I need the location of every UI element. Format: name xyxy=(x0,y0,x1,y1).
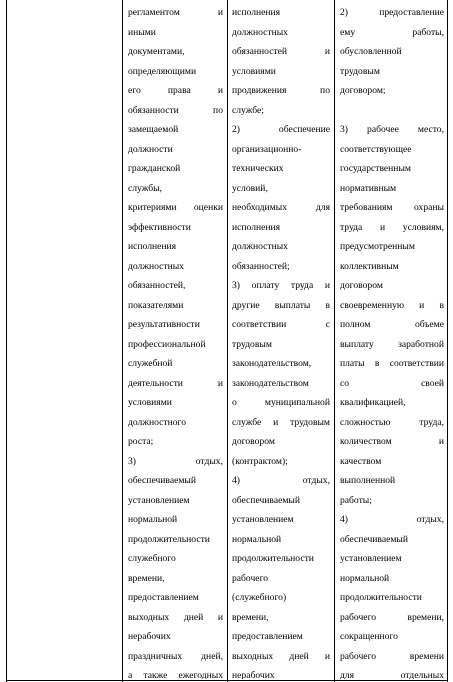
text-line: полном объеме xyxy=(340,319,444,330)
text-line: нерабочих xyxy=(232,670,275,679)
text-line: обеспечиваемый xyxy=(128,475,196,486)
text-line: должностных xyxy=(232,26,288,38)
text-line: сокращенного xyxy=(340,631,398,642)
text-line: 2) предоставление xyxy=(340,7,444,18)
text-line: (контрактом); xyxy=(232,455,288,467)
text-line: служебного xyxy=(128,553,176,564)
text-line: со своей xyxy=(340,377,444,389)
text-line: трудовым xyxy=(232,338,272,350)
text-line: исполнения xyxy=(232,221,281,233)
text-line: обязанностей, xyxy=(128,280,186,291)
text-line: регламентом и xyxy=(128,7,223,18)
text-line: продолжительности xyxy=(128,533,210,545)
text-line: эффективности xyxy=(128,221,191,233)
text-line: исполнения xyxy=(128,241,177,252)
text-line: коллективным xyxy=(340,260,399,272)
text-line: критериями оценки xyxy=(128,202,223,213)
text-line: законодательством xyxy=(232,377,309,389)
table-column-1 xyxy=(10,3,118,679)
text-line: гражданской xyxy=(128,163,181,174)
text-line: времени, xyxy=(232,611,269,623)
text-line: установлением xyxy=(340,553,402,564)
text-line: договором xyxy=(232,436,275,447)
table-column-3 xyxy=(232,3,330,679)
text-line: службы, xyxy=(128,182,162,194)
text-line: нерабочих xyxy=(128,631,171,642)
text-line: продолжительности xyxy=(340,592,422,603)
text-line: 2) обеспечение xyxy=(232,124,330,135)
text-line: выполненной xyxy=(340,475,396,486)
text-line: технических xyxy=(232,163,284,174)
text-line: 4) отдых, xyxy=(340,514,444,525)
text-line: 3) оплату труда и xyxy=(232,280,330,291)
text-line xyxy=(340,101,444,121)
text-line: службе; xyxy=(232,104,264,116)
text-line: профессиональной xyxy=(128,338,206,350)
text-line: выходных дней и xyxy=(232,650,330,662)
text-line: служебной xyxy=(128,358,173,369)
text-line: условий, xyxy=(232,182,268,194)
text-line: нормальной xyxy=(340,572,390,584)
text-line: для отдельных xyxy=(340,670,444,679)
text-line: 3) рабочее место, xyxy=(340,124,444,135)
text-line: установлением xyxy=(128,494,190,506)
text-line: показателями xyxy=(128,299,184,311)
text-line: обеспечиваемый xyxy=(340,533,408,545)
text-line: обусловленной xyxy=(340,46,402,57)
column-divider-3 xyxy=(334,0,335,682)
text-line: выплату заработной xyxy=(340,338,444,350)
text-line: предоставлением xyxy=(232,631,303,642)
text-line: договором xyxy=(340,280,383,291)
text-line: законодательством, xyxy=(232,358,312,369)
text-line: праздничных дней, xyxy=(128,650,223,662)
text-line: обязанностей; xyxy=(232,260,290,272)
text-line: деятельности и xyxy=(128,377,223,389)
text-line: необходимых для xyxy=(232,202,330,213)
text-line: выходных дней и xyxy=(128,611,223,623)
text-line: продолжительности xyxy=(232,553,314,564)
text-line: службе и трудовым xyxy=(232,416,330,428)
text-line: платы в соответствии xyxy=(340,358,444,369)
text-line: другие выплаты в xyxy=(232,299,330,311)
text-line: рабочего xyxy=(232,572,269,584)
text-line: должности xyxy=(128,143,173,155)
text-line: договором; xyxy=(340,85,386,96)
text-line: нормальной xyxy=(128,514,178,525)
table-column-4 xyxy=(340,3,444,679)
text-line: должностных xyxy=(128,260,184,272)
text-line: ему работы, xyxy=(340,26,444,38)
table-bottom-border xyxy=(6,680,448,681)
text-line: его права и xyxy=(128,85,223,96)
text-line: времени, xyxy=(128,572,165,584)
text-line: нормативным xyxy=(340,182,397,194)
text-line: соответствующее xyxy=(340,143,412,155)
text-line: обеспечиваемый xyxy=(232,494,300,506)
text-line: работы; xyxy=(340,494,372,506)
text-line: сложностью труда, xyxy=(340,416,444,428)
text-line: исполнения xyxy=(232,7,281,18)
text-line: обязанностей и xyxy=(232,46,330,57)
table-right-border xyxy=(447,0,448,682)
text-line: результативности xyxy=(128,319,200,330)
text-line: трудовым xyxy=(340,65,380,77)
text-line: обязанности по xyxy=(128,104,223,116)
text-line: 3) отдых, xyxy=(128,455,223,467)
text-line: установлением xyxy=(232,514,294,525)
text-line: а также ежегодных xyxy=(128,670,223,679)
text-line: условиями xyxy=(232,65,276,77)
text-line: своевременную и в xyxy=(340,299,444,311)
text-line: соответствии с xyxy=(232,319,330,330)
text-line: иными xyxy=(128,26,156,38)
text-line: определяющими xyxy=(128,65,197,77)
text-line: предоставлением xyxy=(128,592,199,603)
text-line: требованиям охраны xyxy=(340,202,444,213)
text-line: должностного xyxy=(128,416,187,428)
text-line: предусмотренным xyxy=(340,241,415,252)
table-left-border xyxy=(6,0,7,682)
text-line: должностных xyxy=(232,241,288,252)
column-divider-2 xyxy=(227,0,228,682)
text-line: труда и условиям, xyxy=(340,221,444,233)
text-line: роста; xyxy=(128,436,154,447)
text-line: рабочего времени, xyxy=(340,611,444,623)
text-line: нормальной xyxy=(232,533,282,545)
text-line: качеством xyxy=(340,455,382,467)
table-column-2 xyxy=(128,3,223,679)
text-line: о муниципальной xyxy=(232,397,330,408)
text-line: квалификацией, xyxy=(340,397,406,408)
text-line: замещаемой xyxy=(128,124,179,135)
text-line: количеством и xyxy=(340,436,444,447)
text-line: продвижения по xyxy=(232,85,330,96)
text-line: 4) отдых, xyxy=(232,475,330,486)
text-line: (служебного) xyxy=(232,592,287,603)
column-divider-1 xyxy=(122,0,123,682)
text-line: условиями xyxy=(128,397,172,408)
text-line: рабочего времени xyxy=(340,650,444,662)
text-line: государственным xyxy=(340,163,411,174)
text-line: документами, xyxy=(128,46,185,57)
text-line: организационно- xyxy=(232,143,302,155)
